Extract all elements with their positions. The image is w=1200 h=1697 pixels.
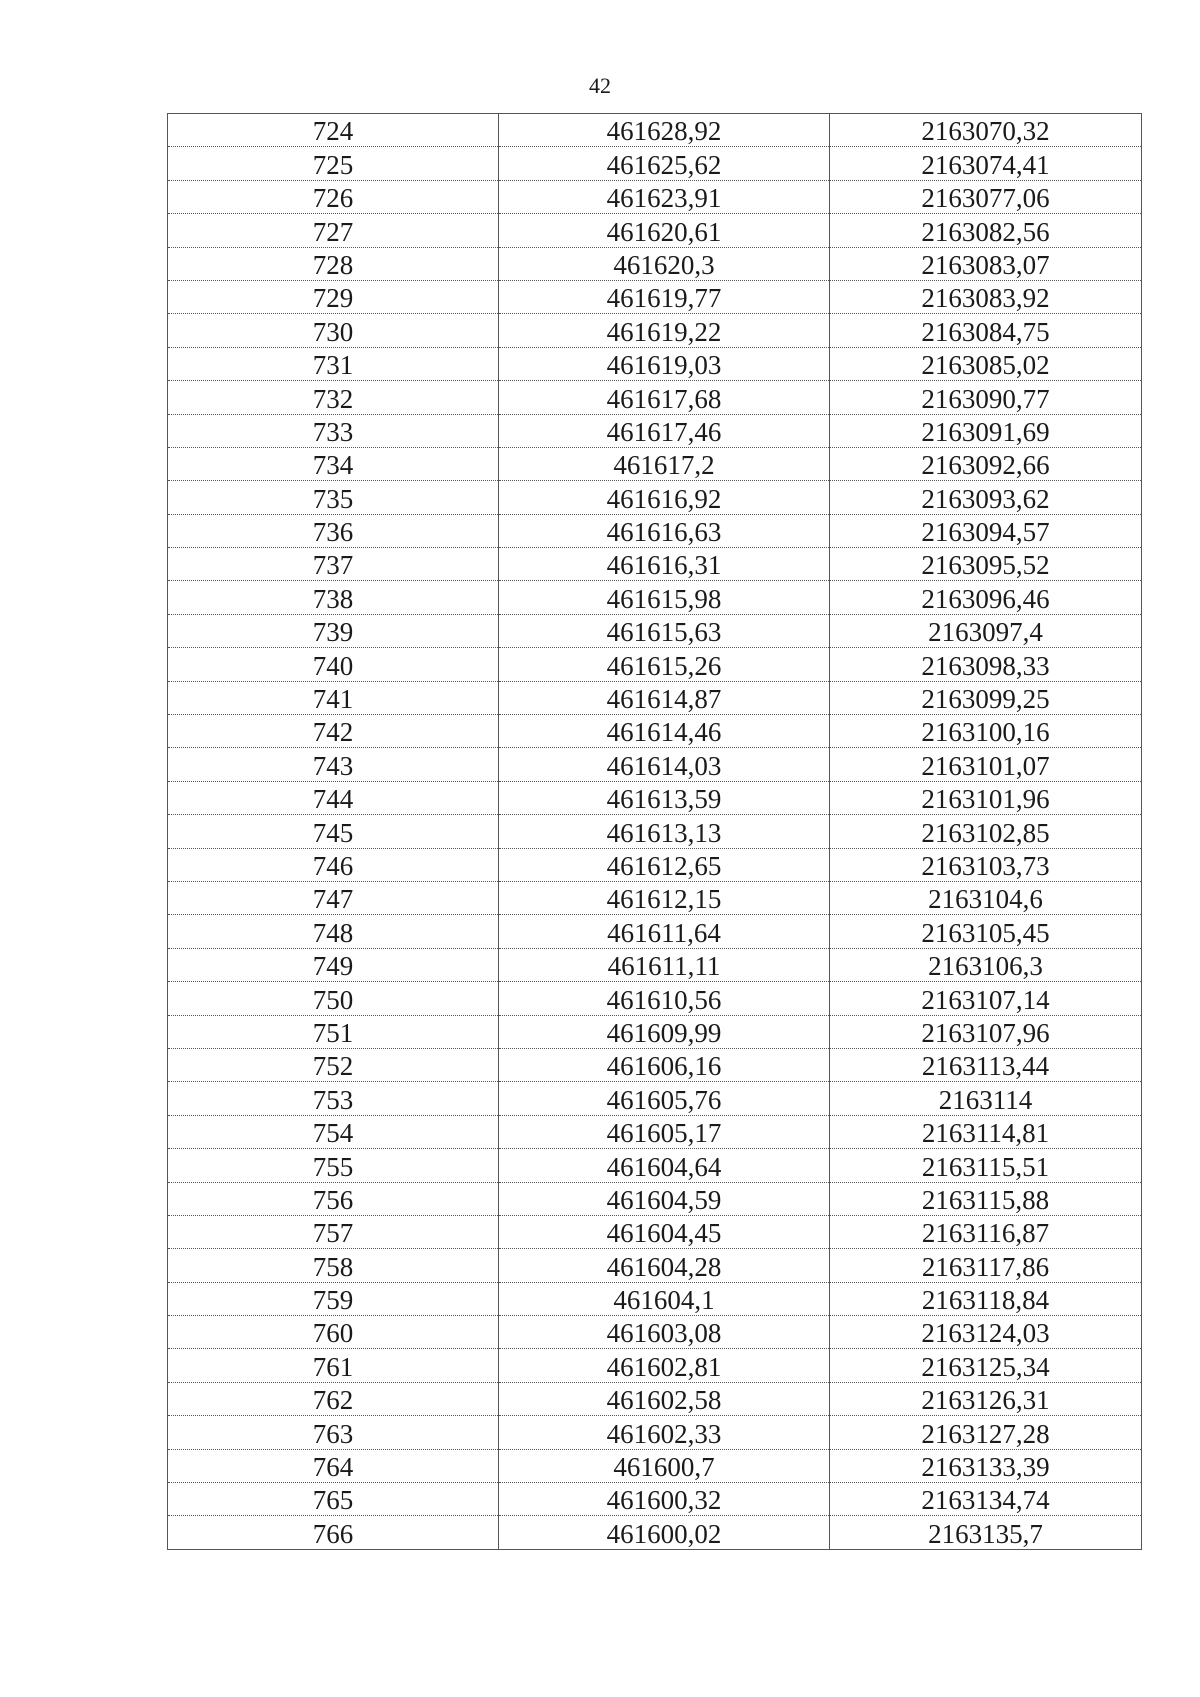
point-number-cell: 747 bbox=[168, 881, 499, 914]
x-coordinate-cell: 461619,77 bbox=[499, 280, 830, 313]
y-coordinate-cell: 2163106,3 bbox=[830, 948, 1142, 981]
table-row bbox=[168, 614, 1142, 647]
table-row bbox=[168, 548, 1142, 581]
x-coordinate-cell: 461602,33 bbox=[499, 1416, 830, 1449]
table-row bbox=[168, 1249, 1142, 1282]
table-row bbox=[168, 982, 1142, 1015]
point-number-cell: 745 bbox=[168, 815, 499, 848]
table-row bbox=[168, 1382, 1142, 1415]
point-number-cell: 766 bbox=[168, 1516, 499, 1549]
point-number-cell: 757 bbox=[168, 1215, 499, 1248]
x-coordinate-cell: 461604,59 bbox=[499, 1182, 830, 1215]
x-coordinate-cell: 461616,63 bbox=[499, 514, 830, 547]
table-row bbox=[168, 648, 1142, 681]
x-coordinate-cell: 461615,63 bbox=[499, 614, 830, 647]
x-coordinate-cell: 461620,61 bbox=[499, 214, 830, 247]
y-coordinate-cell: 2163113,44 bbox=[830, 1048, 1142, 1081]
x-coordinate-cell: 461602,58 bbox=[499, 1382, 830, 1415]
point-number-cell: 732 bbox=[168, 381, 499, 414]
y-coordinate-cell: 2163096,46 bbox=[830, 581, 1142, 614]
y-coordinate-cell: 2163093,62 bbox=[830, 481, 1142, 514]
table-row bbox=[168, 247, 1142, 280]
table-row bbox=[168, 514, 1142, 547]
y-coordinate-cell: 2163125,34 bbox=[830, 1349, 1142, 1382]
x-coordinate-cell: 461617,46 bbox=[499, 414, 830, 447]
table-row bbox=[168, 481, 1142, 514]
point-number-cell: 748 bbox=[168, 915, 499, 948]
table-row bbox=[168, 1349, 1142, 1382]
x-coordinate-cell: 461611,11 bbox=[499, 948, 830, 981]
table-row bbox=[168, 715, 1142, 748]
point-number-cell: 729 bbox=[168, 280, 499, 313]
x-coordinate-cell: 461603,08 bbox=[499, 1316, 830, 1349]
point-number-cell: 725 bbox=[168, 147, 499, 180]
y-coordinate-cell: 2163098,33 bbox=[830, 648, 1142, 681]
point-number-cell: 731 bbox=[168, 347, 499, 380]
point-number-cell: 755 bbox=[168, 1149, 499, 1182]
y-coordinate-cell: 2163107,14 bbox=[830, 982, 1142, 1015]
table-row bbox=[168, 681, 1142, 714]
point-number-cell: 764 bbox=[168, 1449, 499, 1482]
table-row bbox=[168, 815, 1142, 848]
point-number-cell: 752 bbox=[168, 1048, 499, 1081]
point-number-cell: 765 bbox=[168, 1483, 499, 1516]
x-coordinate-cell: 461616,31 bbox=[499, 548, 830, 581]
point-number-cell: 751 bbox=[168, 1015, 499, 1048]
x-coordinate-cell: 461610,56 bbox=[499, 982, 830, 1015]
x-coordinate-cell: 461615,98 bbox=[499, 581, 830, 614]
x-coordinate-cell: 461604,28 bbox=[499, 1249, 830, 1282]
x-coordinate-cell: 461614,03 bbox=[499, 748, 830, 781]
point-number-cell: 740 bbox=[168, 648, 499, 681]
x-coordinate-cell: 461612,65 bbox=[499, 848, 830, 881]
point-number-cell: 746 bbox=[168, 848, 499, 881]
y-coordinate-cell: 2163091,69 bbox=[830, 414, 1142, 447]
table-row bbox=[168, 280, 1142, 313]
point-number-cell: 743 bbox=[168, 748, 499, 781]
table-row bbox=[168, 1182, 1142, 1215]
y-coordinate-cell: 2163114 bbox=[830, 1082, 1142, 1115]
point-number-cell: 760 bbox=[168, 1316, 499, 1349]
table-row bbox=[168, 581, 1142, 614]
x-coordinate-cell: 461613,59 bbox=[499, 781, 830, 814]
x-coordinate-cell: 461628,92 bbox=[499, 114, 830, 147]
point-number-cell: 750 bbox=[168, 982, 499, 1015]
y-coordinate-cell: 2163133,39 bbox=[830, 1449, 1142, 1482]
x-coordinate-cell: 461615,26 bbox=[499, 648, 830, 681]
x-coordinate-cell: 461600,7 bbox=[499, 1449, 830, 1482]
table-row bbox=[168, 214, 1142, 247]
point-number-cell: 744 bbox=[168, 781, 499, 814]
x-coordinate-cell: 461604,64 bbox=[499, 1149, 830, 1182]
x-coordinate-cell: 461623,91 bbox=[499, 180, 830, 213]
point-number-cell: 756 bbox=[168, 1182, 499, 1215]
page-number: 42 bbox=[589, 73, 611, 98]
y-coordinate-cell: 2163099,25 bbox=[830, 681, 1142, 714]
y-coordinate-cell: 2163084,75 bbox=[830, 314, 1142, 347]
table-row bbox=[168, 114, 1142, 147]
point-number-cell: 733 bbox=[168, 414, 499, 447]
y-coordinate-cell: 2163092,66 bbox=[830, 447, 1142, 480]
x-coordinate-cell: 461612,15 bbox=[499, 881, 830, 914]
y-coordinate-cell: 2163115,51 bbox=[830, 1149, 1142, 1182]
x-coordinate-cell: 461614,87 bbox=[499, 681, 830, 714]
table-row bbox=[168, 848, 1142, 881]
y-coordinate-cell: 2163117,86 bbox=[830, 1249, 1142, 1282]
point-number-cell: 726 bbox=[168, 180, 499, 213]
table-row bbox=[168, 1048, 1142, 1081]
y-coordinate-cell: 2163118,84 bbox=[830, 1282, 1142, 1315]
table-row bbox=[168, 915, 1142, 948]
y-coordinate-cell: 2163074,41 bbox=[830, 147, 1142, 180]
table-row bbox=[168, 1115, 1142, 1148]
x-coordinate-cell: 461605,76 bbox=[499, 1082, 830, 1115]
point-number-cell: 749 bbox=[168, 948, 499, 981]
x-coordinate-cell: 461619,03 bbox=[499, 347, 830, 380]
y-coordinate-cell: 2163135,7 bbox=[830, 1516, 1142, 1549]
y-coordinate-cell: 2163104,6 bbox=[830, 881, 1142, 914]
x-coordinate-cell: 461613,13 bbox=[499, 815, 830, 848]
y-coordinate-cell: 2163095,52 bbox=[830, 548, 1142, 581]
table-row bbox=[168, 948, 1142, 981]
y-coordinate-cell: 2163100,16 bbox=[830, 715, 1142, 748]
x-coordinate-cell: 461605,17 bbox=[499, 1115, 830, 1148]
x-coordinate-cell: 461617,68 bbox=[499, 381, 830, 414]
table-row bbox=[168, 1483, 1142, 1516]
x-coordinate-cell: 461614,46 bbox=[499, 715, 830, 748]
point-number-cell: 753 bbox=[168, 1082, 499, 1115]
table-row bbox=[168, 381, 1142, 414]
point-number-cell: 763 bbox=[168, 1416, 499, 1449]
y-coordinate-cell: 2163116,87 bbox=[830, 1215, 1142, 1248]
table-row bbox=[168, 1015, 1142, 1048]
table-row bbox=[168, 1516, 1142, 1549]
table-row bbox=[168, 1215, 1142, 1248]
point-number-cell: 761 bbox=[168, 1349, 499, 1382]
point-number-cell: 738 bbox=[168, 581, 499, 614]
y-coordinate-cell: 2163124,03 bbox=[830, 1316, 1142, 1349]
table-row bbox=[168, 147, 1142, 180]
y-coordinate-cell: 2163101,07 bbox=[830, 748, 1142, 781]
table-row bbox=[168, 1282, 1142, 1315]
x-coordinate-cell: 461604,45 bbox=[499, 1215, 830, 1248]
point-number-cell: 758 bbox=[168, 1249, 499, 1282]
point-number-cell: 737 bbox=[168, 548, 499, 581]
x-coordinate-cell: 461611,64 bbox=[499, 915, 830, 948]
x-coordinate-cell: 461602,81 bbox=[499, 1349, 830, 1382]
y-coordinate-cell: 2163115,88 bbox=[830, 1182, 1142, 1215]
x-coordinate-cell: 461604,1 bbox=[499, 1282, 830, 1315]
table-row bbox=[168, 314, 1142, 347]
y-coordinate-cell: 2163085,02 bbox=[830, 347, 1142, 380]
y-coordinate-cell: 2163102,85 bbox=[830, 815, 1142, 848]
point-number-cell: 730 bbox=[168, 314, 499, 347]
table-row bbox=[168, 1416, 1142, 1449]
x-coordinate-cell: 461609,99 bbox=[499, 1015, 830, 1048]
y-coordinate-cell: 2163134,74 bbox=[830, 1483, 1142, 1516]
x-coordinate-cell: 461617,2 bbox=[499, 447, 830, 480]
y-coordinate-cell: 2163101,96 bbox=[830, 781, 1142, 814]
table-row bbox=[168, 447, 1142, 480]
y-coordinate-cell: 2163077,06 bbox=[830, 180, 1142, 213]
y-coordinate-cell: 2163103,73 bbox=[830, 848, 1142, 881]
table-row bbox=[168, 781, 1142, 814]
y-coordinate-cell: 2163094,57 bbox=[830, 514, 1142, 547]
point-number-cell: 759 bbox=[168, 1282, 499, 1315]
point-number-cell: 735 bbox=[168, 481, 499, 514]
point-number-cell: 762 bbox=[168, 1382, 499, 1415]
y-coordinate-cell: 2163105,45 bbox=[830, 915, 1142, 948]
x-coordinate-cell: 461619,22 bbox=[499, 314, 830, 347]
table-row bbox=[168, 748, 1142, 781]
y-coordinate-cell: 2163126,31 bbox=[830, 1382, 1142, 1415]
y-coordinate-cell: 2163090,77 bbox=[830, 381, 1142, 414]
y-coordinate-cell: 2163114,81 bbox=[830, 1115, 1142, 1148]
point-number-cell: 742 bbox=[168, 715, 499, 748]
point-number-cell: 736 bbox=[168, 514, 499, 547]
table-row bbox=[168, 881, 1142, 914]
y-coordinate-cell: 2163082,56 bbox=[830, 214, 1142, 247]
y-coordinate-cell: 2163097,4 bbox=[830, 614, 1142, 647]
x-coordinate-cell: 461616,92 bbox=[499, 481, 830, 514]
table-row bbox=[168, 414, 1142, 447]
x-coordinate-cell: 461600,32 bbox=[499, 1483, 830, 1516]
point-number-cell: 739 bbox=[168, 614, 499, 647]
x-coordinate-cell: 461606,16 bbox=[499, 1048, 830, 1081]
y-coordinate-cell: 2163070,32 bbox=[830, 114, 1142, 147]
point-number-cell: 734 bbox=[168, 447, 499, 480]
point-number-cell: 727 bbox=[168, 214, 499, 247]
y-coordinate-cell: 2163107,96 bbox=[830, 1015, 1142, 1048]
x-coordinate-cell: 461600,02 bbox=[499, 1516, 830, 1549]
y-coordinate-cell: 2163127,28 bbox=[830, 1416, 1142, 1449]
table-row bbox=[168, 180, 1142, 213]
coordinates-table-body bbox=[168, 114, 1142, 1550]
table-row bbox=[168, 1316, 1142, 1349]
point-number-cell: 728 bbox=[168, 247, 499, 280]
point-number-cell: 741 bbox=[168, 681, 499, 714]
point-number-cell: 754 bbox=[168, 1115, 499, 1148]
point-number-cell: 724 bbox=[168, 114, 499, 147]
y-coordinate-cell: 2163083,92 bbox=[830, 280, 1142, 313]
coordinates-table bbox=[167, 113, 1142, 1550]
table-row bbox=[168, 347, 1142, 380]
x-coordinate-cell: 461625,62 bbox=[499, 147, 830, 180]
table-row bbox=[168, 1449, 1142, 1482]
y-coordinate-cell: 2163083,07 bbox=[830, 247, 1142, 280]
x-coordinate-cell: 461620,3 bbox=[499, 247, 830, 280]
table-row bbox=[168, 1082, 1142, 1115]
table-row bbox=[168, 1149, 1142, 1182]
